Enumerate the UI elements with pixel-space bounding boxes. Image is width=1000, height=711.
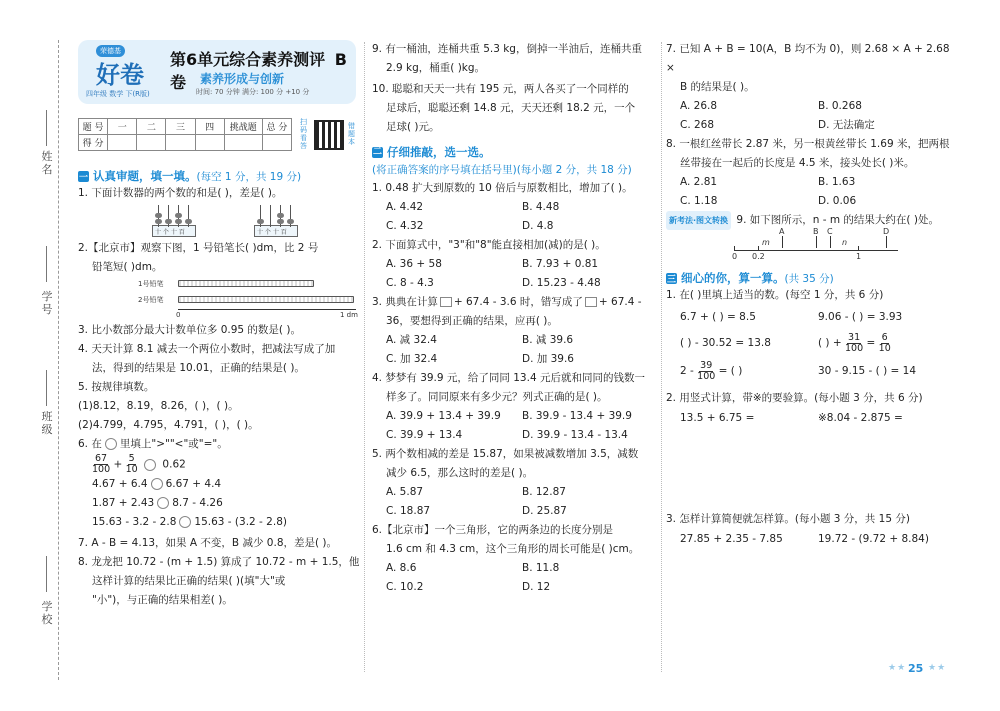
school-blank <box>46 556 47 592</box>
question: 4. 梦梦有 39.9 元，给了同同 13.4 元后就和同同的钱数一 <box>372 372 645 384</box>
tick-label: 1 <box>856 252 862 261</box>
score-row <box>79 135 292 151</box>
question-continued: B 的结果是( )。 <box>680 81 755 93</box>
denominator: 10 <box>125 464 138 475</box>
logo <box>84 45 156 99</box>
fill-text: ( ) + <box>818 337 842 349</box>
numerator: 5 <box>128 453 135 464</box>
fill-item: ( ) - 30.52 = 13.8 <box>680 337 771 349</box>
score-cell: 挑战题 <box>224 119 262 135</box>
section-heading <box>372 143 658 179</box>
section-heading <box>666 270 956 286</box>
option-a[interactable]: A. 5.87 <box>386 486 424 498</box>
question: 8. 龙龙把 10.72 - (m + 1.5) 算成了 10.72 - m + 1.5，他 <box>78 556 360 568</box>
page-number: 25 <box>908 662 924 675</box>
score-cell: 题 号 <box>79 119 108 135</box>
grade-tag: 四年级 数学 下(R版) <box>86 90 150 98</box>
plus-sign: + <box>113 458 123 471</box>
name-label: 姓名 <box>41 150 53 176</box>
title-text: 第6单元综合素养测评 <box>170 50 326 69</box>
score-cell: 总 分 <box>262 119 291 135</box>
options <box>372 331 658 369</box>
question: 4. 天天计算 8.1 减去一个两位小数时，把减法写成了加 <box>78 343 336 355</box>
question-part: (2)4.799，4.795，4.791，( )，( )。 <box>78 419 259 431</box>
section-title: 仔细推敲，选一选。 <box>387 145 491 159</box>
score-cell[interactable] <box>137 135 166 151</box>
option-c[interactable]: C. 4.32 <box>386 220 424 232</box>
compare-circle[interactable] <box>157 497 169 509</box>
fill-row <box>666 305 956 329</box>
arrow-a <box>782 236 783 248</box>
point-c-label: C <box>827 227 833 236</box>
pencil-2-label: 2号铅笔 <box>138 296 164 304</box>
decorative-stars: ★★ <box>928 663 947 673</box>
option-c[interactable]: C. 39.9 + 13.4 <box>386 429 463 441</box>
abacus-bead <box>175 219 182 224</box>
question-text: 9. 如下图所示，n - m 的结果大约在( )处。 <box>736 214 939 226</box>
option-b[interactable]: B. 0.268 <box>818 100 862 112</box>
abacus-bead <box>175 213 182 218</box>
fill-text: = ( ) <box>718 365 743 377</box>
option-b[interactable]: B. 1.63 <box>818 176 856 188</box>
option-a[interactable]: A. 减 32.4 <box>386 334 437 346</box>
compare-right: 0.62 <box>162 458 186 471</box>
question-continued: "小")，与正确的结果相差( )。 <box>92 594 233 606</box>
options <box>372 198 658 236</box>
fill-item <box>680 357 818 385</box>
question: 3. 怎样计算简便就怎样算。(每小题 3 分，共 15 分) <box>666 513 910 525</box>
numerator: 31 <box>848 331 861 343</box>
question <box>372 293 658 312</box>
abacus-bead <box>277 219 284 224</box>
column-divider <box>364 42 365 672</box>
equals-sign: = <box>866 337 876 349</box>
question-text: 3. 典典在计算 <box>372 296 438 308</box>
option-a[interactable]: A. 2.81 <box>680 176 718 188</box>
compare-circle[interactable] <box>179 516 191 528</box>
fill-item: 30 - 9.15 - ( ) = 14 <box>818 365 917 377</box>
abacus-figure <box>78 203 360 239</box>
score-cell[interactable] <box>195 135 224 151</box>
question: 8. 一根红丝带长 2.87 米，另一根黄丝带长 1.69 米，把两根 <box>666 138 950 150</box>
compare-circle[interactable] <box>144 459 156 471</box>
fill-item <box>818 329 956 357</box>
abacus-bead <box>155 213 162 218</box>
tick <box>758 246 759 251</box>
title-badge: B卷 <box>170 50 347 92</box>
score-header-row <box>79 119 292 135</box>
question-continued: 法，得到的结果是 10.01，正确的结果是( )。 <box>92 362 305 374</box>
abacus-bead <box>155 219 162 224</box>
option-d[interactable]: D. 0.06 <box>818 195 857 207</box>
class-blank <box>46 370 47 406</box>
question: 1. 在( )里填上适当的数。(每空 1 分，共 6 分) <box>666 289 884 301</box>
option-c[interactable]: C. 18.87 <box>386 505 431 517</box>
section-title: 认真审题，填一填。 <box>93 169 197 183</box>
ruler-end-label: 1 dm <box>340 311 358 319</box>
section-number-icon: 三 <box>666 274 676 285</box>
compare-right: 8.7 - 4.26 <box>172 497 223 509</box>
point-a-label: A <box>779 227 785 236</box>
question: 1. 0.48 扩大到原数的 10 倍后与原数相比，增加了( )。 <box>372 182 633 194</box>
question-continued: 足球后，聪聪还剩 14.8 元，天天还剩 18.2 元，一个 <box>386 102 636 114</box>
options <box>372 255 658 293</box>
compare-row <box>78 494 360 513</box>
score-cell: 二 <box>137 119 166 135</box>
brand-label: 荣德基 <box>96 45 125 57</box>
section-number-icon: 二 <box>372 147 382 157</box>
question: 2. 下面算式中，"3"和"8"能直接相加(减)的是( )。 <box>372 239 606 251</box>
compare-left: 4.67 + 6.4 <box>92 478 148 490</box>
score-cell[interactable] <box>108 135 137 151</box>
compare-row <box>78 454 360 475</box>
arrow-b <box>816 236 817 248</box>
denominator: 10 <box>878 342 891 354</box>
calc-item: ※8.04 - 2.875 = <box>818 412 903 424</box>
tick <box>858 246 859 251</box>
option-a[interactable]: A. 8.6 <box>386 562 417 574</box>
name-blank <box>46 110 47 146</box>
option-d[interactable]: D. 25.87 <box>522 505 567 517</box>
question-continued: 36，要想得到正确的结果，应再( )。 <box>386 315 558 327</box>
compare-item <box>92 513 360 532</box>
question-continued: 2.9 kg，桶重( )kg。 <box>386 62 486 74</box>
tick <box>734 246 735 251</box>
score-cell[interactable] <box>262 135 291 151</box>
abacus-labels: 十 个 十 百 <box>257 229 287 236</box>
question-continued: 足球( )元。 <box>386 121 440 133</box>
tick-label: 0 <box>732 252 738 261</box>
calc-item: 27.85 + 2.35 - 7.85 <box>680 533 783 545</box>
question: 2.【北京市】观察下图，1 号铅笔长( )dm，比 2 号 <box>78 242 319 254</box>
option-a[interactable]: A. 4.42 <box>386 201 424 213</box>
binding-margin <box>0 0 72 711</box>
question: 5. 两个数相减的差是 15.87，如果被减数增加 3.5，减数 <box>372 448 639 460</box>
decorative-stars: ★★ <box>888 663 907 673</box>
options <box>372 407 658 445</box>
question-continued: 铅笔短( )dm。 <box>92 261 163 273</box>
new-method-badge: 新考法·图文转换 <box>666 211 731 230</box>
question-text: + 67.4 - <box>598 296 642 308</box>
question-continued: 丝带接在一起后的长度是 4.5 米，接头处长( )米。 <box>680 157 915 169</box>
abacus-bead <box>287 219 294 224</box>
option-c[interactable]: C. 1.18 <box>680 195 718 207</box>
calc-item: 13.5 + 6.75 = <box>680 412 755 424</box>
score-cell: 一 <box>108 119 137 135</box>
compare-right: 6.67 + 4.4 <box>165 478 222 490</box>
arrow-c <box>830 236 831 248</box>
pencil-2-bar <box>178 296 354 303</box>
question-part: (1)8.12，8.19，8.26，( )，( )。 <box>78 400 239 412</box>
score-cell: 三 <box>166 119 195 135</box>
option-a[interactable]: A. 26.8 <box>680 100 718 112</box>
question: 9. 有一桶油，连桶共重 5.3 kg，倒掉一半油后，连桶共重 <box>372 43 642 55</box>
option-d[interactable]: D. 39.9 - 13.4 - 13.4 <box>522 429 628 441</box>
fraction <box>845 333 863 354</box>
blank-box <box>585 297 597 307</box>
compare-circle[interactable] <box>105 438 117 450</box>
pencil-ruler-figure <box>78 277 360 321</box>
section-title: 细心的你，算一算。 <box>681 271 785 285</box>
point-d-label: D <box>883 227 890 236</box>
option-d[interactable]: D. 加 39.6 <box>522 353 574 365</box>
question <box>78 435 360 454</box>
score-cell: 四 <box>195 119 224 135</box>
compare-item <box>92 454 360 475</box>
question-continued: 1.6 cm 和 4.3 cm，这个三角形的周长可能是( )cm。 <box>386 543 640 555</box>
fill-row <box>666 357 956 385</box>
options <box>666 173 956 211</box>
score-cell[interactable] <box>224 135 262 151</box>
question-text: 6. 在 <box>78 438 102 450</box>
compare-right: 15.63 - (3.2 - 2.8) <box>194 516 287 528</box>
blank-box <box>440 297 452 307</box>
question: 5. 按规律填数。 <box>78 381 155 393</box>
point-n-label: n <box>842 238 848 247</box>
student-id-blank <box>46 246 47 282</box>
fraction <box>879 333 891 354</box>
question: 6.【北京市】一个三角形，它的两条边的长度分别是 <box>372 524 614 536</box>
fraction <box>697 361 715 382</box>
option-a[interactable]: A. 36 + 58 <box>386 258 442 270</box>
number-line-figure <box>666 227 956 264</box>
compare-row <box>78 513 360 532</box>
option-c[interactable]: C. 268 <box>680 119 715 131</box>
option-c[interactable]: C. 加 32.4 <box>386 353 438 365</box>
student-id-label: 学号 <box>41 290 53 316</box>
fraction <box>92 454 110 475</box>
section-note: (将正确答案的序号填在括号里)(每小题 2 分，共 18 分) <box>372 164 632 176</box>
numerator: 39 <box>700 359 713 371</box>
qr-code-icon[interactable] <box>314 120 344 150</box>
column-1 <box>78 40 360 606</box>
fill-item: 9.06 - ( ) = 3.93 <box>818 311 903 323</box>
option-d[interactable]: D. 4.8 <box>522 220 554 232</box>
arrow-d <box>886 236 887 248</box>
ruler <box>178 309 356 310</box>
section-note: (共 35 分) <box>784 272 834 285</box>
abacus-bead <box>185 219 192 224</box>
class-label: 班级 <box>41 410 53 436</box>
question-continued: 这样计算的结果比正确的结果( )(填"大"或 <box>92 575 286 587</box>
abacus-bead <box>165 219 172 224</box>
option-b[interactable]: B. 4.48 <box>522 201 560 213</box>
qr-right-label: 错题本 <box>348 122 355 146</box>
work-space[interactable] <box>666 428 956 510</box>
options <box>666 97 956 135</box>
point-b-label: B <box>813 227 819 236</box>
question-continued: 减少 6.5，那么这时的差是( )。 <box>386 467 534 479</box>
compare-left: 15.63 - 3.2 - 2.8 <box>92 516 177 528</box>
calc-item: 19.72 - (9.72 + 8.84) <box>818 533 929 545</box>
section-heading <box>78 168 360 184</box>
calc-row <box>666 408 956 428</box>
question-text: 里填上">""<"或"="。 <box>119 438 228 450</box>
column-divider <box>661 42 662 672</box>
option-a[interactable]: A. 39.9 + 13.4 + 39.9 <box>386 410 501 422</box>
score-cell: 得 分 <box>79 135 108 151</box>
abacus-bead <box>257 219 264 224</box>
cut-line <box>58 40 59 680</box>
fill-item: 6.7 + ( ) = 8.5 <box>680 311 756 323</box>
numerator: 67 <box>95 453 108 464</box>
abacus-labels: 十 个 十 百 <box>155 229 185 236</box>
question: 10. 聪聪和天天一共有 195 元，两人各买了一个同样的 <box>372 83 629 95</box>
fill-row <box>666 329 956 357</box>
column-3 <box>666 40 956 549</box>
denominator: 100 <box>92 464 111 475</box>
page-subtitle: 素养形成与创新 <box>200 72 285 86</box>
question: 3. 比小数部分最大计数单位多 0.95 的数是( )。 <box>78 324 301 336</box>
option-d[interactable]: D. 无法确定 <box>818 119 875 131</box>
compare-circle[interactable] <box>151 478 163 490</box>
school-label: 学校 <box>41 600 53 626</box>
options <box>372 483 658 521</box>
denominator: 100 <box>845 342 864 354</box>
fraction <box>126 454 138 475</box>
question: 7. A - B = 4.13，如果 A 不变，B 减少 0.8，差是( )。 <box>78 537 338 549</box>
denominator: 100 <box>697 370 716 382</box>
column-2 <box>372 40 658 597</box>
question-continued: 样多了。同同原来有多少元？列式正确的是( )。 <box>386 391 608 403</box>
pencil-1-bar <box>178 280 314 287</box>
question <box>666 211 956 230</box>
numerator: 6 <box>881 331 888 343</box>
abacus-bead <box>277 213 284 218</box>
option-d[interactable]: D. 12 <box>522 581 551 593</box>
compare-row <box>78 475 360 494</box>
compare-left: 1.87 + 2.43 <box>92 497 155 509</box>
option-b[interactable]: B. 减 39.6 <box>522 334 574 346</box>
question: 1. 下面计数器的两个数的和是( )，差是( )。 <box>78 187 283 199</box>
section-number-icon: 一 <box>78 172 88 183</box>
ruler-zero-label: 0 <box>176 311 181 319</box>
question: 2. 用竖式计算，带※的要验算。(每小题 3 分，共 6 分) <box>666 392 923 404</box>
calc-row <box>666 529 956 549</box>
exam-meta: 时间: 70 分钟 满分: 100 分 +10 分 <box>196 88 310 96</box>
score-cell[interactable] <box>166 135 195 151</box>
point-m-label: m <box>762 238 770 247</box>
section-note: (每空 1 分，共 19 分) <box>196 170 302 183</box>
options <box>372 559 658 597</box>
abacus-rod <box>270 205 271 227</box>
option-b[interactable]: B. 11.8 <box>522 562 560 574</box>
logo-text: 好卷 <box>96 60 144 89</box>
option-b[interactable]: B. 7.93 + 0.81 <box>522 258 599 270</box>
exam-header <box>78 40 356 104</box>
qr-left-label: 扫码看答 <box>300 118 307 150</box>
tick-label: 0.2 <box>752 252 765 261</box>
pencil-1-label: 1号铅笔 <box>138 280 164 288</box>
score-table <box>78 118 292 151</box>
option-c[interactable]: C. 10.2 <box>386 581 424 593</box>
compare-item <box>92 494 360 513</box>
option-d[interactable]: D. 15.23 - 4.48 <box>522 277 601 289</box>
question: 7. 已知 A + B = 10(A，B 均不为 0)，则 2.68 × A + 2.68 × <box>666 43 950 74</box>
option-b[interactable]: B. 39.9 - 13.4 + 39.9 <box>522 410 632 422</box>
question-text: + 67.4 - 3.6 时，错写成了 <box>453 296 583 308</box>
compare-item <box>92 475 360 494</box>
option-c[interactable]: C. 8 - 4.3 <box>386 277 434 289</box>
fill-text: 2 - <box>680 365 694 377</box>
option-b[interactable]: B. 12.87 <box>522 486 566 498</box>
